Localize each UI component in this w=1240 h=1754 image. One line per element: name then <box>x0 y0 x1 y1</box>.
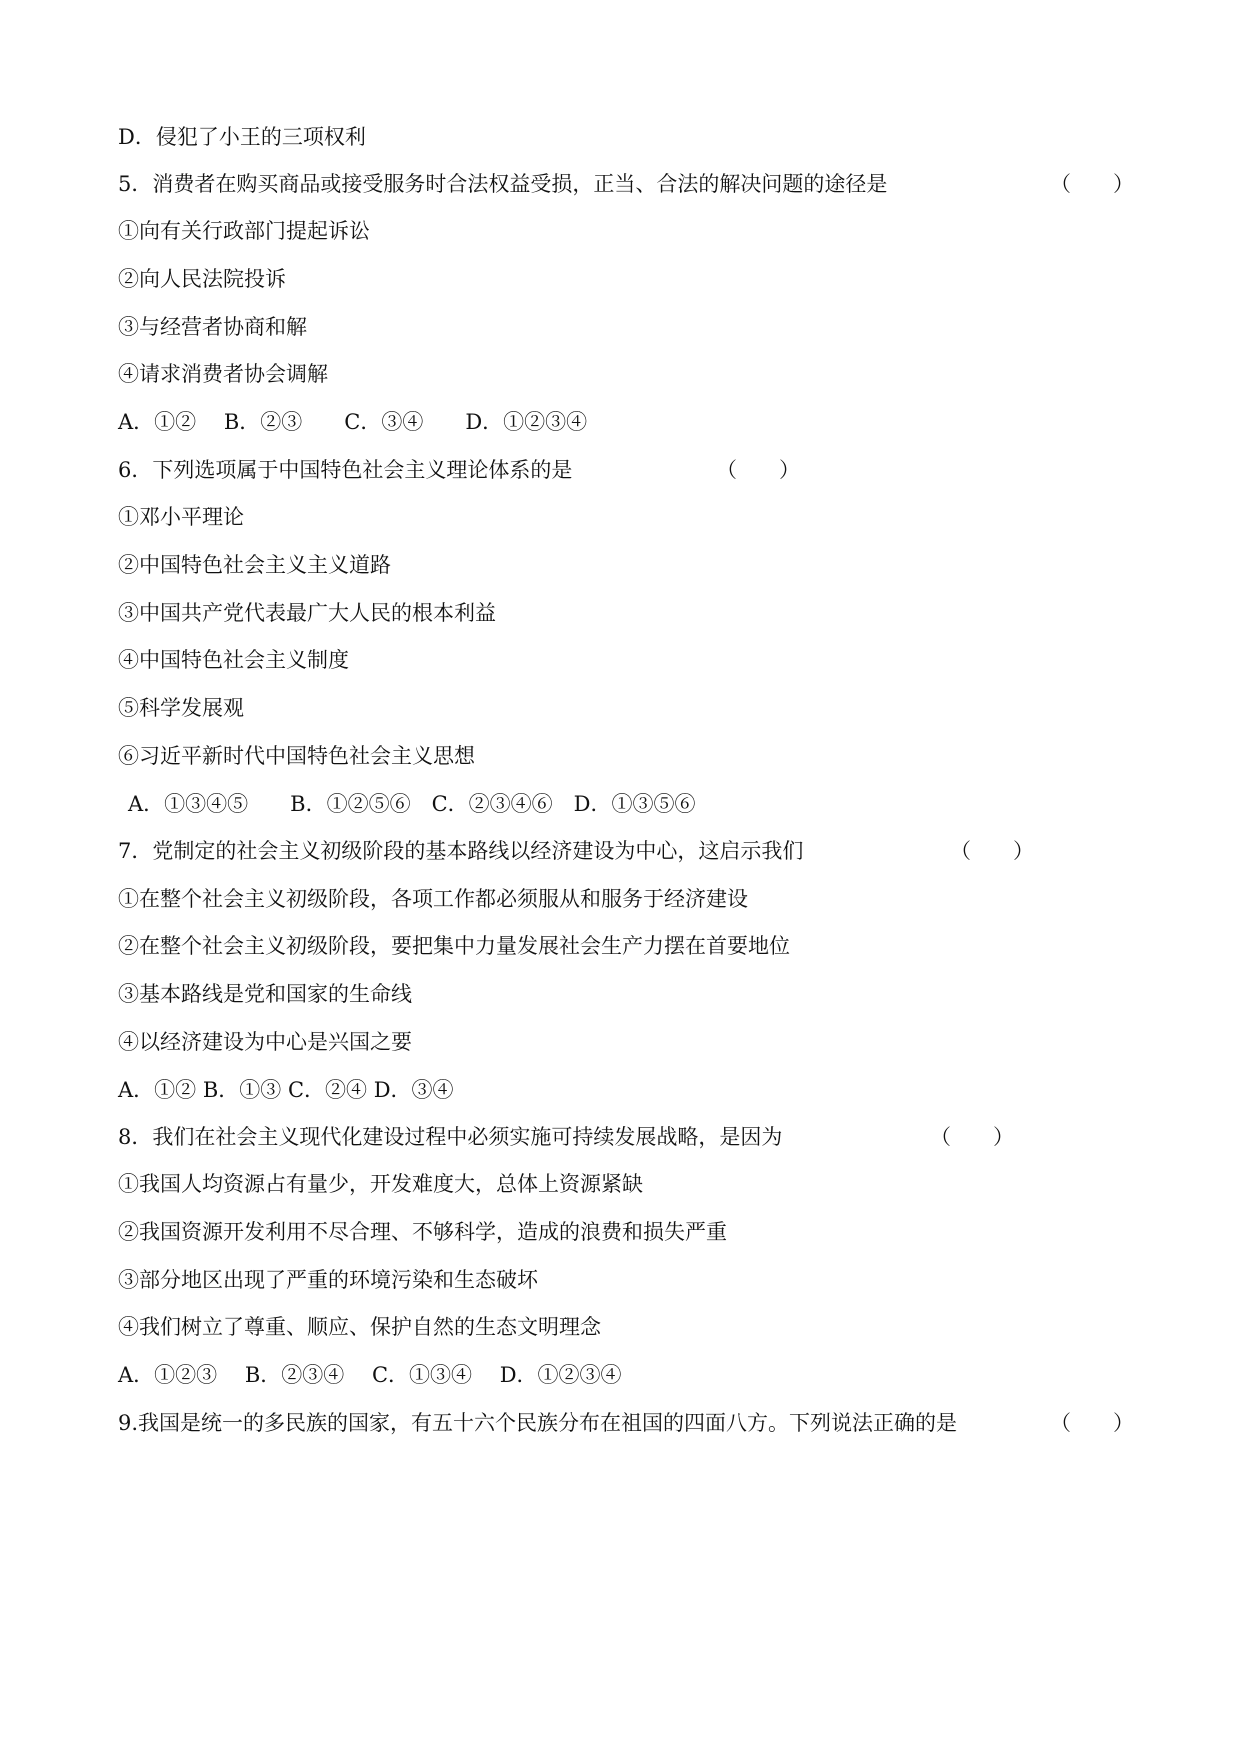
statement-text: ④我们树立了尊重、顺应、保护自然的生态文明理念 <box>118 1315 601 1339</box>
statement-text: ③中国共产党代表最广大人民的根本利益 <box>118 601 496 625</box>
statement-text: ①邓小平理论 <box>118 505 244 529</box>
statement-text: ④以经济建设为中心是兴国之要 <box>118 1030 412 1054</box>
statement-text: ⑥习近平新时代中国特色社会主义思想 <box>118 744 475 768</box>
statement-text: ②我国资源开发利用不尽合理、不够科学，造成的浪费和损失严重 <box>118 1220 727 1244</box>
answer-bracket: （ ） <box>1050 1411 1134 1435</box>
statement-text: ④中国特色社会主义制度 <box>118 648 349 672</box>
answer-bracket: （ ） <box>1050 172 1134 196</box>
statement-item <box>0 1312 1240 1342</box>
answer-options <box>0 1075 1240 1105</box>
question-text: 8．我们在社会主义现代化建设过程中必须实施可持续发展战略，是因为 <box>118 1125 783 1149</box>
statement-text: ①在整个社会主义初级阶段，各项工作都必须服从和服务于经济建设 <box>118 887 748 911</box>
statement-item <box>0 216 1240 246</box>
question-6 <box>0 455 1240 485</box>
statement-item <box>0 979 1240 1009</box>
statement-item <box>0 550 1240 580</box>
answer-options <box>0 789 1240 819</box>
statement-item <box>0 693 1240 723</box>
statement-text: ①向有关行政部门提起诉讼 <box>118 219 370 243</box>
statement-item <box>0 1265 1240 1295</box>
statement-text: ③部分地区出现了严重的环境污染和生态破坏 <box>118 1268 538 1292</box>
statement-item <box>0 598 1240 628</box>
question-text: 9.我国是统一的多民族的国家，有五十六个民族分布在祖国的四面八方。下列说法正确的是 <box>118 1411 958 1435</box>
question-5 <box>0 169 1240 199</box>
question-text: 6．下列选项属于中国特色社会主义理论体系的是 <box>118 458 573 482</box>
answer-bracket: （ ） <box>930 1125 1014 1149</box>
statement-text: ③与经营者协商和解 <box>118 315 307 339</box>
statement-item <box>0 359 1240 389</box>
answer-bracket: （ ） <box>716 458 800 482</box>
answer-options <box>0 1360 1240 1390</box>
statement-item <box>0 741 1240 771</box>
statement-item <box>0 502 1240 532</box>
statement-text: ②在整个社会主义初级阶段，要把集中力量发展社会生产力摆在首要地位 <box>118 934 790 958</box>
statement-item <box>0 1217 1240 1247</box>
statement-item <box>0 931 1240 961</box>
answer-options-text: A．①②③ B．②③④ C．①③④ D．①②③④ <box>118 1363 622 1387</box>
statement-item <box>0 884 1240 914</box>
option-text: D．侵犯了小王的三项权利 <box>118 125 366 149</box>
statement-item <box>0 264 1240 294</box>
answer-options-text: A．①② B．①③ C．②④ D．③④ <box>118 1078 454 1102</box>
answer-bracket: （ ） <box>950 839 1034 863</box>
statement-item <box>0 1169 1240 1199</box>
answer-options <box>0 407 1240 437</box>
question-9 <box>0 1408 1240 1438</box>
statement-text: ②中国特色社会主义主义道路 <box>118 553 391 577</box>
question-8 <box>0 1122 1240 1152</box>
question-7 <box>0 836 1240 866</box>
statement-text: ①我国人均资源占有量少，开发难度大，总体上资源紧缺 <box>118 1172 643 1196</box>
answer-options-text: A．①③④⑤ B．①②⑤⑥ C．②③④⑥ D．①③⑤⑥ <box>128 792 696 816</box>
statement-text: ③基本路线是党和国家的生命线 <box>118 982 412 1006</box>
statement-text: ⑤科学发展观 <box>118 696 244 720</box>
statement-text: ④请求消费者协会调解 <box>118 362 328 386</box>
answer-options-text: A．①② B．②③ C．③④ D．①②③④ <box>118 410 588 434</box>
statement-item <box>0 645 1240 675</box>
question-text: 5．消费者在购买商品或接受服务时合法权益受损，正当、合法的解决问题的途径是 <box>118 172 888 196</box>
statement-item <box>0 1027 1240 1057</box>
statement-text: ②向人民法院投诉 <box>118 267 286 291</box>
option-line <box>0 122 1240 152</box>
question-text: 7．党制定的社会主义初级阶段的基本路线以经济建设为中心，这启示我们 <box>118 839 804 863</box>
statement-item <box>0 312 1240 342</box>
